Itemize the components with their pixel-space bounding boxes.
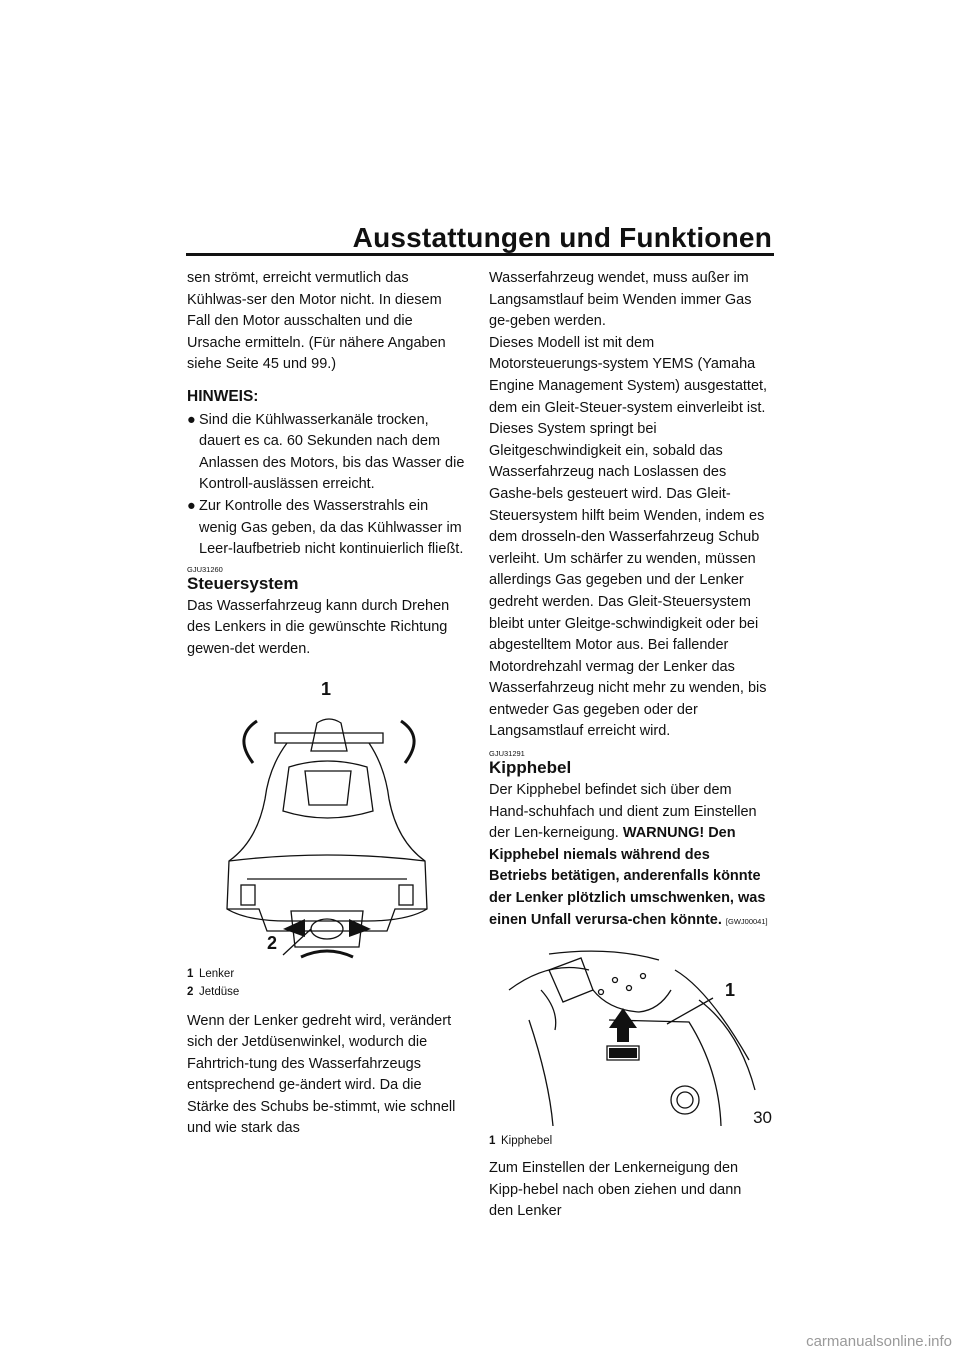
page-title: Ausstattungen und Funktionen [352, 222, 772, 253]
header-rule [186, 253, 774, 256]
left-column [187, 268, 467, 1140]
section-title-kipphebel: Kipphebel [489, 758, 572, 778]
steering-figure [187, 671, 467, 963]
bullet-dot-icon: ● [187, 497, 196, 514]
intro-paragraph: sen strömt, erreicht vermutlich das Kühlwas-ser den Motor nicht. In diesem Fall den Motor ausschalten und die Ursache ermitteln. (Für nähere Angaben siehe Seite 45 und 99.) [187, 270, 446, 373]
callout-1: 1 [725, 980, 736, 1001]
caption-number: 1 [489, 1135, 496, 1148]
section-code: GJU31291 [489, 749, 525, 759]
note-title: HINWEIS: [187, 387, 259, 405]
caption-label: Kipphebel [501, 1135, 553, 1148]
continuation-paragraph: Wasserfahrzeug wendet, muss außer im Langsamstlauf beim Wenden immer Gas ge-geben werden. [489, 270, 752, 330]
section-intro: Das Wasserfahrzeug kann durch Drehen des Lenkers in die gewünschte Richtung gewen-det werden. [187, 597, 450, 657]
page-number: 30 [753, 1108, 772, 1127]
note-bullet-text: Zur Kontrolle des Wasserstrahls ein wenig Gas geben, da das Kühlwasser im Leer-laufbetrieb nicht kontinuierlich fließt. [199, 497, 464, 558]
watermark: carmanualsonline.info [806, 1333, 952, 1350]
figure-caption [187, 983, 467, 1001]
note-bullet-text: Sind die Kühlwasserkanäle trocken, dauert es ca. 60 Sekunden nach dem Anlassen des Motors, bis das Wasser die Kontroll-auslässen erreicht. [199, 411, 465, 493]
caption-number: 2 [187, 985, 194, 998]
yems-paragraph: Dieses Modell ist mit dem Motorsteuerungs-system YEMS (Yamaha Engine Management System) ausgestattet, dem ein Gleit-Steuer-system einverleibt ist. Dieses System springt bei Gleitgeschwindigkeit ein, sobald das Wasserfahrzeug nach Loslassen des Gashe-bels gesteuert wird. Das Gleit-Steuersystem hilft beim Wenden, indem es dem drosseln-den Wasserfahrzeug Schub verleiht. Um schärfer zu wenden, müssen allerdings Gas gegeben und der Lenker gedreht werden. Das Gleit-Steuersystem bleibt unter Gleitge-schwindigkeit oder bei abgestelltem Motor aus. Bei fallender Motordrehzahl vermag der Lenker das Wasserfahrzeug nicht mehr zu wenden, bis entweder Gas gegeben oder der Langsamstlauf erreicht wird. [489, 334, 768, 740]
note-bullet [187, 410, 467, 496]
figure-caption [187, 965, 467, 983]
kipphebel-paragraph [489, 780, 769, 932]
warning-text: WARNUNG! Den Kipphebel niemals während des Betriebs betätigen, anderenfalls könnte der Lenker plötzlich umschwenken, was einen Unfall verursa-chen könnte. [489, 825, 766, 928]
section-code: GJU31260 [187, 564, 223, 574]
kipphebel-intro: Der Kipphebel befindet sich über dem Hand-schuhfach und dient zum Einstellen der Len-kerneigung. [489, 782, 757, 842]
figure-caption [489, 1132, 769, 1150]
watercraft-rear-illustration [187, 671, 467, 963]
warning-code: [GWJ00041] [725, 916, 768, 926]
section-title-steuersystem: Steuersystem [187, 573, 299, 593]
callout-2: 2 [267, 932, 278, 953]
right-column [489, 268, 769, 1223]
caption-number: 1 [187, 967, 194, 980]
callout-1: 1 [321, 678, 332, 699]
note-bullet [187, 496, 467, 561]
tilt-lever-illustration [489, 950, 759, 1130]
after-figure-paragraph: Zum Einstellen der Lenkerneigung den Kipp-hebel nach oben ziehen und dann den Lenker [489, 1160, 742, 1220]
caption-label: Lenker [199, 967, 235, 980]
tilt-lever-figure [489, 950, 769, 1130]
caption-label: Jetdüse [199, 985, 240, 998]
after-figure-paragraph: Wenn der Lenker gedreht wird, verändert sich der Jetdüsenwinkel, wodurch die Fahrtrich-tung des Wasserfahrzeugs entsprechend ge-ändert wird. Da die Stärke des Schubs be-stimmt, wie schnell und wie stark das [187, 1012, 456, 1137]
bullet-dot-icon: ● [187, 411, 196, 428]
